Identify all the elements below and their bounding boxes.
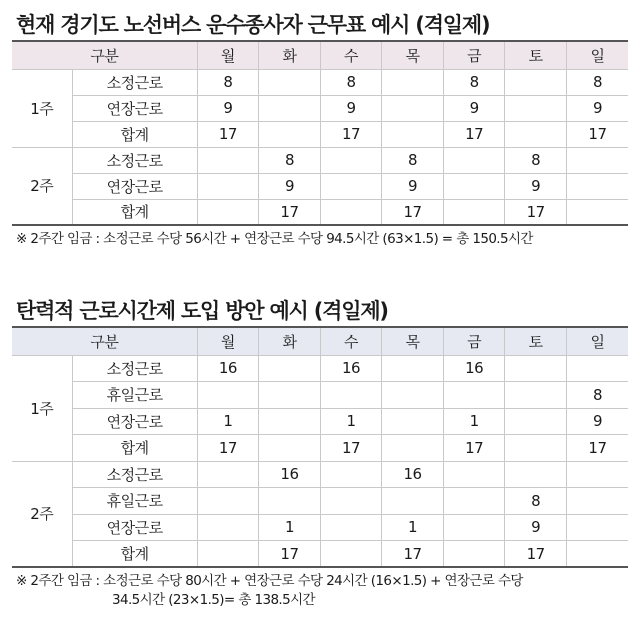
hours-cell: 9 — [505, 514, 567, 541]
hours-cell — [259, 408, 321, 435]
hours-cell: 9 — [382, 173, 444, 199]
hours-cell — [197, 199, 259, 225]
hours-cell: 17 — [566, 121, 628, 147]
table-row — [12, 147, 628, 173]
hours-cell: 9 — [566, 408, 628, 435]
hours-cell — [259, 382, 321, 409]
hours-cell: 16 — [320, 355, 382, 382]
week-label: 1주 — [12, 355, 72, 461]
hours-cell: 17 — [382, 199, 444, 225]
hours-cell: 8 — [505, 147, 567, 173]
hours-cell — [320, 382, 382, 409]
hours-cell — [259, 488, 321, 515]
header-cell-day: 목 — [382, 327, 444, 355]
hours-cell: 9 — [197, 95, 259, 121]
hours-cell: 17 — [197, 121, 259, 147]
header-cell-day: 월 — [197, 41, 259, 69]
hours-cell: 8 — [197, 69, 259, 95]
hours-cell: 1 — [443, 408, 505, 435]
work-schedule-table — [12, 40, 628, 226]
hours-cell — [443, 199, 505, 225]
category-cell: 연장근로 — [72, 95, 197, 121]
schedule-section-current — [12, 10, 628, 249]
table-row — [12, 199, 628, 225]
hours-cell: 1 — [197, 408, 259, 435]
note-line: ※ 2주간 임금 : 소정근로 수당 80시간 + 연장근로 수당 24시간 (16×1.5) + 연장근로 수당 — [16, 573, 523, 589]
hours-cell — [259, 121, 321, 147]
hours-cell: 17 — [320, 121, 382, 147]
header-cell-day: 토 — [505, 41, 567, 69]
header-cell-day: 토 — [505, 327, 567, 355]
category-cell: 소정근로 — [72, 147, 197, 173]
category-cell: 연장근로 — [72, 408, 197, 435]
hours-cell — [197, 382, 259, 409]
category-cell: 연장근로 — [72, 173, 197, 199]
hours-cell — [566, 541, 628, 568]
hours-cell — [505, 95, 567, 121]
hours-cell — [320, 541, 382, 568]
table-row — [12, 408, 628, 435]
header-cell-day: 수 — [320, 41, 382, 69]
category-cell: 합계 — [72, 541, 197, 568]
hours-cell: 1 — [382, 514, 444, 541]
hours-cell — [320, 514, 382, 541]
hours-cell — [443, 147, 505, 173]
hours-cell — [566, 173, 628, 199]
hours-cell: 17 — [382, 541, 444, 568]
hours-cell — [382, 121, 444, 147]
table-row — [12, 435, 628, 462]
work-schedule-table — [12, 326, 628, 568]
table-row — [12, 173, 628, 199]
hours-cell — [382, 435, 444, 462]
hours-cell: 9 — [320, 95, 382, 121]
hours-cell: 8 — [259, 147, 321, 173]
hours-cell — [197, 514, 259, 541]
hours-cell — [505, 408, 567, 435]
hours-cell: 8 — [382, 147, 444, 173]
hours-cell — [382, 382, 444, 409]
hours-cell — [443, 514, 505, 541]
hours-cell — [197, 541, 259, 568]
header-cell-day: 화 — [259, 327, 321, 355]
hours-cell: 16 — [259, 461, 321, 488]
hours-cell: 8 — [320, 69, 382, 95]
hours-cell — [443, 382, 505, 409]
hours-cell — [505, 382, 567, 409]
hours-cell: 17 — [505, 199, 567, 225]
hours-cell: 8 — [443, 69, 505, 95]
hours-cell — [443, 488, 505, 515]
hours-cell — [320, 147, 382, 173]
header-cell-day: 월 — [197, 327, 259, 355]
hours-cell — [197, 461, 259, 488]
hours-cell — [259, 435, 321, 462]
header-cell-category: 구분 — [12, 41, 197, 69]
hours-cell — [320, 461, 382, 488]
hours-cell — [443, 173, 505, 199]
note-line: ※ 2주간 임금 : 소정근로 수당 56시간 + 연장근로 수당 94.5시간 (63×1.5) = 총 150.5시간 — [16, 231, 533, 247]
hours-cell — [566, 461, 628, 488]
category-cell: 소정근로 — [72, 69, 197, 95]
hours-cell: 16 — [197, 355, 259, 382]
header-cell-day: 화 — [259, 41, 321, 69]
hours-cell — [505, 355, 567, 382]
hours-cell: 16 — [382, 461, 444, 488]
hours-cell — [566, 355, 628, 382]
hours-cell: 9 — [443, 95, 505, 121]
hours-cell — [382, 408, 444, 435]
hours-cell: 9 — [566, 95, 628, 121]
hours-cell — [197, 488, 259, 515]
hours-cell — [259, 95, 321, 121]
header-row — [12, 327, 628, 355]
hours-cell: 17 — [505, 541, 567, 568]
hours-cell: 8 — [566, 69, 628, 95]
hours-cell — [197, 173, 259, 199]
hours-cell: 17 — [320, 435, 382, 462]
header-row — [12, 41, 628, 69]
category-cell: 소정근로 — [72, 355, 197, 382]
hours-cell — [259, 355, 321, 382]
hours-cell — [320, 199, 382, 225]
header-cell-day: 금 — [443, 327, 505, 355]
hours-cell — [566, 147, 628, 173]
hours-cell: 16 — [443, 355, 505, 382]
hours-cell — [382, 69, 444, 95]
category-cell: 합계 — [72, 199, 197, 225]
hours-cell: 17 — [197, 435, 259, 462]
category-cell: 휴일근로 — [72, 382, 197, 409]
category-cell: 연장근로 — [72, 514, 197, 541]
header-cell-day: 일 — [566, 327, 628, 355]
hours-cell: 8 — [566, 382, 628, 409]
hours-cell — [505, 121, 567, 147]
category-cell: 휴일근로 — [72, 488, 197, 515]
hours-cell: 17 — [443, 121, 505, 147]
wage-note — [12, 230, 628, 249]
section-title: 현재 경기도 노선버스 운수종사자 근무표 예시 (격일제) — [16, 13, 490, 37]
hours-cell: 17 — [566, 435, 628, 462]
schedule-section-flexible — [12, 296, 628, 610]
hours-cell — [382, 95, 444, 121]
hours-cell — [566, 199, 628, 225]
table-row — [12, 514, 628, 541]
hours-cell: 8 — [505, 488, 567, 515]
hours-cell: 17 — [259, 199, 321, 225]
note-line: 34.5시간 (23×1.5)= 총 138.5시간 — [112, 592, 315, 608]
header-cell-category: 구분 — [12, 327, 197, 355]
hours-cell — [197, 147, 259, 173]
hours-cell — [566, 488, 628, 515]
table-row — [12, 461, 628, 488]
header-cell-day: 수 — [320, 327, 382, 355]
table-row — [12, 541, 628, 568]
hours-cell — [382, 355, 444, 382]
table-row — [12, 69, 628, 95]
header-cell-day: 목 — [382, 41, 444, 69]
table-row — [12, 488, 628, 515]
hours-cell: 1 — [259, 514, 321, 541]
hours-cell — [505, 461, 567, 488]
hours-cell: 17 — [443, 435, 505, 462]
table-row — [12, 355, 628, 382]
hours-cell: 9 — [259, 173, 321, 199]
week-label: 2주 — [12, 461, 72, 567]
category-cell: 소정근로 — [72, 461, 197, 488]
category-cell: 합계 — [72, 121, 197, 147]
hours-cell — [566, 514, 628, 541]
hours-cell — [505, 69, 567, 95]
hours-cell — [320, 173, 382, 199]
wage-note — [12, 572, 628, 610]
header-cell-day: 금 — [443, 41, 505, 69]
hours-cell — [382, 488, 444, 515]
category-cell: 합계 — [72, 435, 197, 462]
week-label: 2주 — [12, 147, 72, 225]
hours-cell — [443, 461, 505, 488]
hours-cell — [259, 69, 321, 95]
hours-cell: 17 — [259, 541, 321, 568]
hours-cell — [505, 435, 567, 462]
table-row — [12, 121, 628, 147]
header-cell-day: 일 — [566, 41, 628, 69]
hours-cell: 9 — [505, 173, 567, 199]
week-label: 1주 — [12, 69, 72, 147]
section-title: 탄력적 근로시간제 도입 방안 예시 (격일제) — [16, 299, 388, 323]
table-row — [12, 382, 628, 409]
hours-cell — [443, 541, 505, 568]
hours-cell: 1 — [320, 408, 382, 435]
hours-cell — [320, 488, 382, 515]
table-row — [12, 95, 628, 121]
